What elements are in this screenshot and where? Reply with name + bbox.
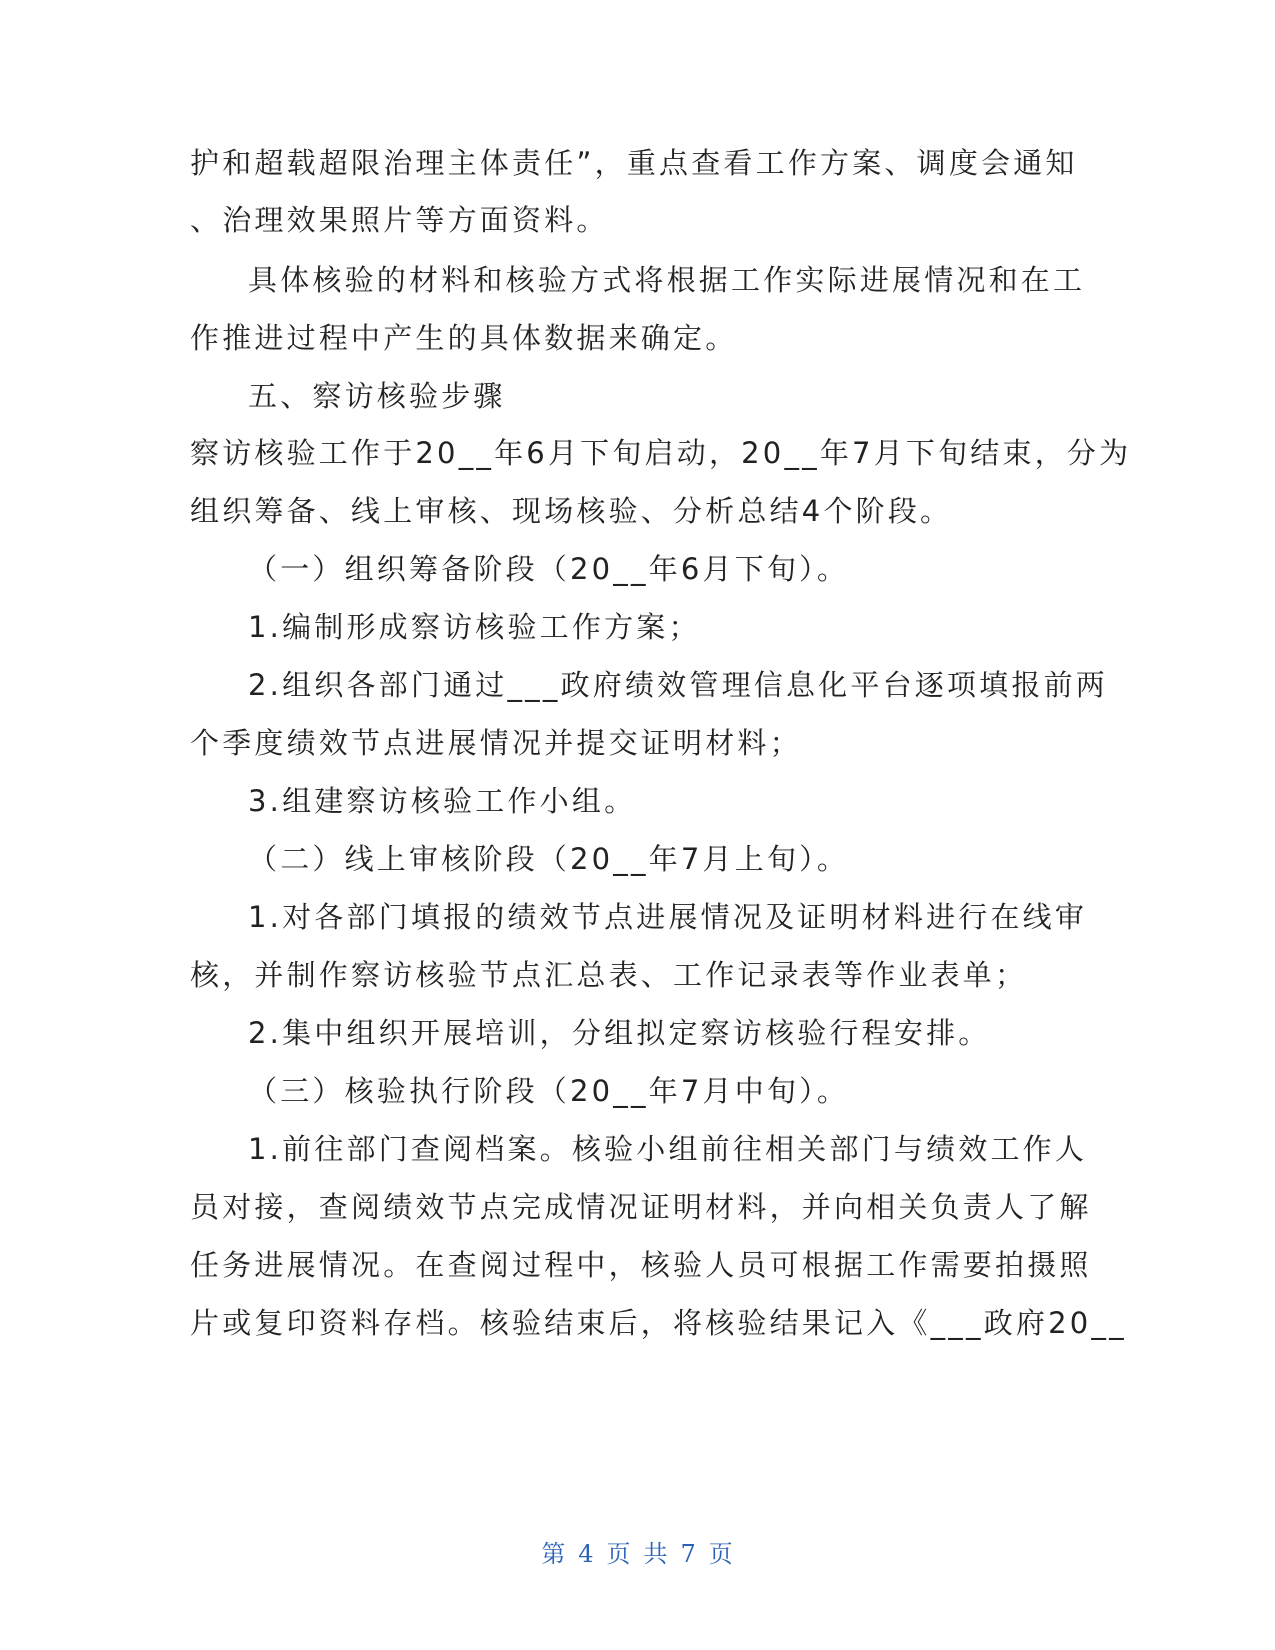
text-line: 护和超载超限治理主体责任”，重点查看工作方案、调度会通知 <box>190 146 1078 180</box>
page-unit: 页 <box>606 1540 632 1568</box>
subsection-heading: （三）核验执行阶段（20__年7月中旬）。 <box>248 1074 850 1108</box>
list-item: 2.组织各部门通过___政府绩效管理信息化平台逐项填报前两 <box>248 668 1108 702</box>
total-unit: 页 <box>708 1540 734 1568</box>
text-line: 核，并制作察访核验节点汇总表、工作记录表等作业表单； <box>190 958 1028 992</box>
text-line: 察访核验工作于20__年6月下旬启动，20__年7月下旬结束，分为 <box>190 436 1132 470</box>
current-page-number: 4 <box>578 1540 595 1568</box>
text-line: 、治理效果照片等方面资料。 <box>190 203 609 237</box>
text-line: 作推进过程中产生的具体数据来确定。 <box>190 321 738 355</box>
subsection-heading: （一）组织筹备阶段（20__年6月下旬）。 <box>248 552 850 586</box>
text-line: 个季度绩效节点进展情况并提交证明材料； <box>190 726 802 760</box>
text-line: 任务进展情况。在查阅过程中，核验人员可根据工作需要拍摄照 <box>190 1248 1092 1282</box>
list-item: 1.前往部门查阅档案。核验小组前往相关部门与绩效工作人 <box>248 1132 1088 1166</box>
text-line: 片或复印资料存档。核验结束后，将核验结果记入《___政府20__ <box>190 1306 1127 1340</box>
list-item: 1.对各部门填报的绩效节点进展情况及证明材料进行在线审 <box>248 900 1088 934</box>
text-line: 员对接，查阅绩效节点完成情况证明材料，并向相关负责人了解 <box>190 1190 1092 1224</box>
section-heading: 五、察访核验步骤 <box>248 379 506 413</box>
total-label: 共 <box>643 1540 669 1568</box>
list-item: 1.编制形成察访核验工作方案； <box>248 610 701 644</box>
page-footer <box>0 1538 1275 1570</box>
total-page-number: 7 <box>680 1540 697 1568</box>
list-item: 2.集中组织开展培训，分组拟定察访核验行程安排。 <box>248 1016 991 1050</box>
page-label: 第 <box>541 1540 567 1568</box>
subsection-heading: （二）线上审核阶段（20__年7月上旬）。 <box>248 842 850 876</box>
text-line: 组织筹备、线上审核、现场核验、分析总结4个阶段。 <box>190 494 953 528</box>
text-line: 具体核验的材料和核验方式将根据工作实际进展情况和在工 <box>248 263 1086 297</box>
list-item: 3.组建察访核验工作小组。 <box>248 784 637 818</box>
